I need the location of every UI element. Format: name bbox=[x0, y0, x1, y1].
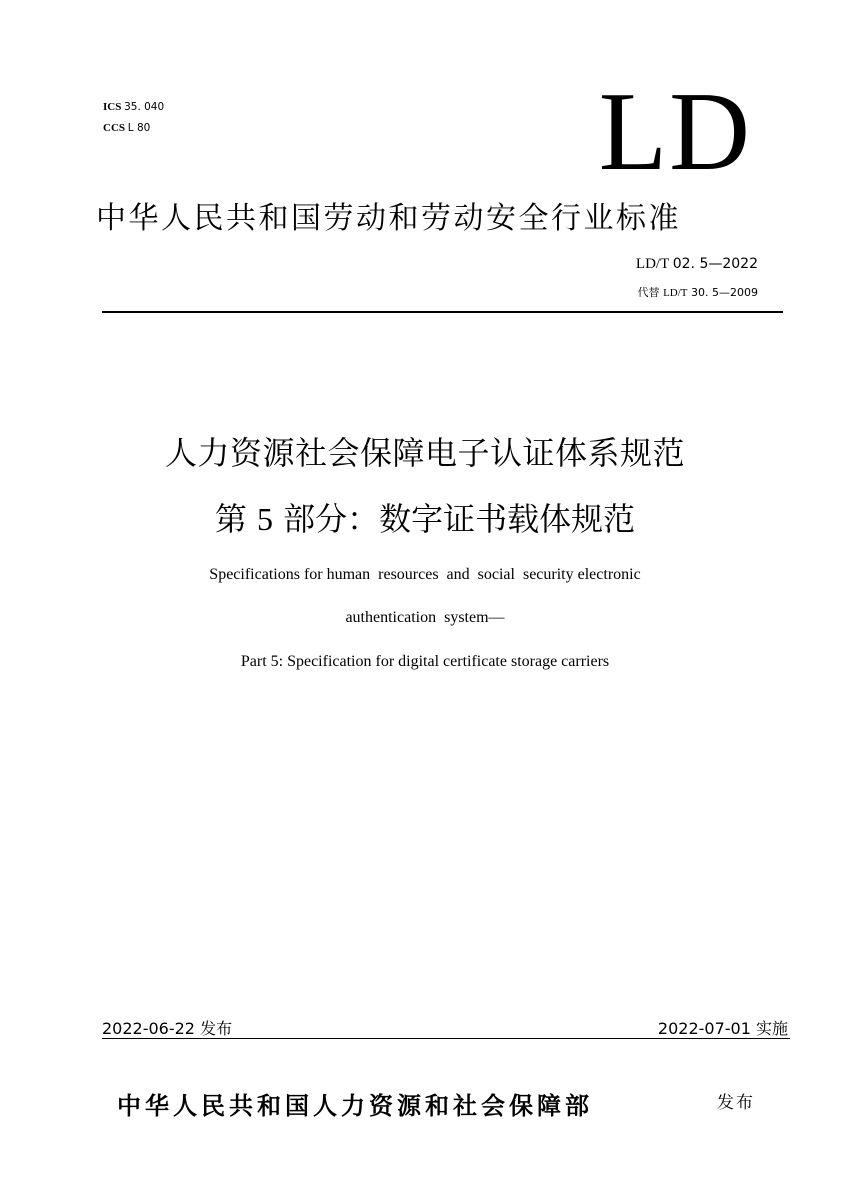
standard-number-prefix: LD/T bbox=[635, 256, 669, 272]
standard-category-title: 中华人民共和国劳动和劳动安全行业标准 bbox=[96, 201, 681, 236]
ics-code bbox=[103, 97, 164, 118]
title-part-name: 部分：数字证书载体规范 bbox=[283, 500, 636, 538]
document-title-en-line2: authentication system— bbox=[345, 609, 505, 626]
header-divider bbox=[102, 311, 783, 313]
standard-number bbox=[636, 256, 758, 273]
document-title-en-line3: Part 5: Specification for digital certificate storage carriers bbox=[240, 653, 610, 670]
document-title-zh-line1: 人力资源社会保障电子认证体系规范 bbox=[164, 434, 685, 472]
replaces-value: 30. 5—2009 bbox=[691, 286, 758, 299]
footer-divider bbox=[102, 1038, 790, 1039]
standard-number-value: 02. 5—2022 bbox=[672, 256, 758, 272]
ccs-code bbox=[103, 118, 164, 139]
replaces-standard bbox=[638, 284, 758, 300]
title-part-number: 5 bbox=[257, 501, 273, 537]
ccs-label: CCS bbox=[103, 122, 126, 134]
ccs-value: L 80 bbox=[127, 122, 151, 134]
effective-date: 2022-07-01 实施 bbox=[657, 1019, 788, 1038]
document-title-zh-line2 bbox=[0, 494, 850, 540]
publish-suffix: 发布 bbox=[717, 1093, 755, 1113]
ics-value: 35. 040 bbox=[124, 101, 165, 113]
publish-date: 2022-06-22 发布 bbox=[102, 1019, 233, 1038]
classification-codes bbox=[103, 97, 164, 139]
replaces-prefix: LD/T bbox=[663, 287, 688, 299]
standard-logo: LD bbox=[598, 70, 752, 194]
title-part-prefix: 第 bbox=[214, 500, 247, 538]
replaces-label: 代替 bbox=[637, 286, 660, 299]
publisher-name: 中华人民共和国人力资源和社会保障部 bbox=[117, 1091, 593, 1120]
document-title-en-line1: Specifications for human resources and social security electronic bbox=[209, 566, 641, 583]
ics-label: ICS bbox=[103, 101, 122, 113]
